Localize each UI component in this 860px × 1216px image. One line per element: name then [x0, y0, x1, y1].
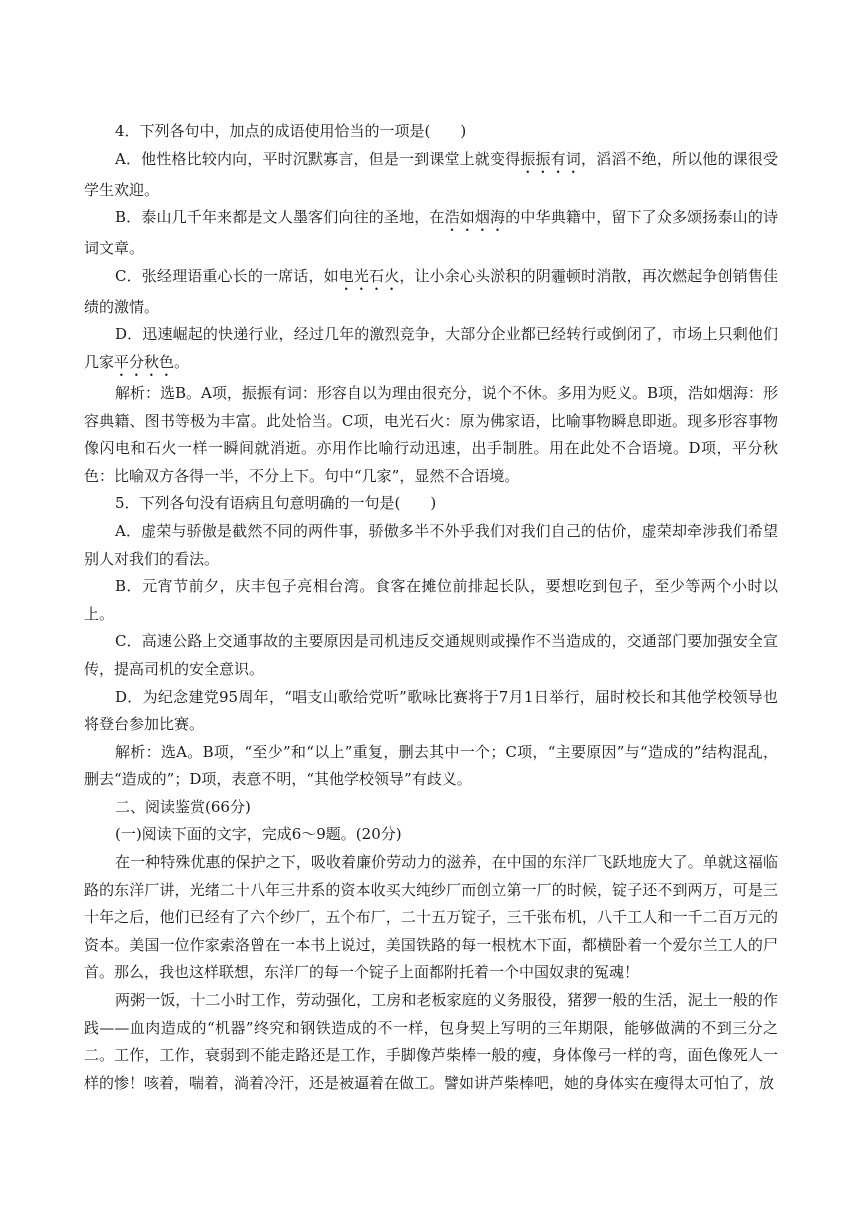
- passage-paragraph: 两粥一饭，十二小时工作，劳动强化，工房和老板家庭的义务服役，猪猡一般的生活，泥土一般的作践——血肉造成的“机器”终究和钢铁造成的不一样，包身契上写明的三年期限，能够做满的不到三分之二。工作，工作，衰弱到不能走路还是工作，手脚像芦柴棒一般的瘦，身体像弓一样的弯，面色像死人一样的惨！咳着，喘着，淌着冷汗，还是被逼着在做工。譬如讲芦柴棒吧，她的身体实在瘦得太可怕了，放: [84, 991, 778, 1092]
- section-heading: 二、阅读鉴赏(66分): [115, 797, 251, 816]
- dotted-idiom: 平分秋色: [114, 352, 175, 371]
- question-5-analysis: 解析：选A。B项，“至少”和“以上”重复，删去其中一个；C项，“主要原因”与“造成的”结构混乱，删去“造成的”；D项，表意不明，“其他学校领导”有歧义。: [84, 742, 778, 789]
- question-5-option-b: B．元宵节前夕，庆丰包子亮相台湾。食客在摊位前排起长队，要想吃到包子，至少等两个小时以上。: [84, 577, 778, 623]
- section-subheading: (一)阅读下面的文字，完成6～9题。(20分): [115, 825, 402, 844]
- question-4-option-d: [84, 321, 778, 380]
- question-5-stem: 5．下列各句没有语病且句意明确的一句是( ): [115, 494, 437, 513]
- question-4-option-a: [84, 146, 778, 205]
- question-4-analysis: 解析：选B。A项，振振有词：形容自以为理由很充分，说个不休。多用为贬义。B项，浩如烟海：形容典籍、图书等极为丰富。此处恰当。C项，电光石火：原为佛家语，比喻事物瞬息即逝。现多形容事物像闪电和石火一样一瞬间就消逝。亦用作比喻行动迅速，出手制胜。用在此处不合语境。D项，平分秋色：比喻双方各得一半，不分上下。句中“几家”，显然不合语境。: [84, 383, 778, 485]
- question-5-option-a: A．虚荣与骄傲是截然不同的两件事，骄傲多半不外乎我们对我们自己的估价，虚荣却牵涉我们希望别人对我们的看法。: [84, 521, 778, 568]
- document-body: [84, 118, 778, 1097]
- option-text: D．迅速崛起的快递行业，经过几年的激烈竞争，大部分企业都已经转行或倒闭了，市场上只剩他们几家: [84, 325, 778, 371]
- dotted-idiom: 电光石火: [338, 266, 400, 285]
- question-5-option-d: D．为纪念建党95周年，“唱支山歌给党听”歌咏比赛将于7月1日举行，届时校长和其他学校领导也将登台参加比赛。: [84, 687, 778, 734]
- dotted-idiom: 浩如烟海: [444, 208, 506, 227]
- question-4-stem: 4．下列各句中，加点的成语使用恰当的一项是( ): [115, 122, 467, 140]
- option-text: B．泰山几千年来都是文人墨客们向往的圣地，在: [115, 208, 445, 227]
- option-text: 的中华典籍中，留下了众多颂扬泰山的诗词文章。: [84, 208, 778, 258]
- option-text: 。: [174, 352, 190, 371]
- dotted-idiom: 振振有词: [520, 149, 581, 168]
- option-text: A．他性格比较内向，平时沉默寡言，但是一到课堂上就变得: [115, 149, 521, 168]
- question-4-option-c: [84, 263, 778, 322]
- option-text: ，让小余心头淤积的阴霾顿时消散，再次燃起争创销售佳绩的激情。: [84, 266, 778, 316]
- option-text: ，滔滔不绝，所以他的课很受学生欢迎。: [84, 149, 778, 199]
- passage-paragraph: 在一种特殊优惠的保护之下，吸收着廉价劳动力的滋养，在中国的东洋厂飞跃地庞大了。单就这福临路的东洋厂讲，光绪二十八年三井系的资本收买大纯纱厂而创立第一厂的时候，锭子还不到两万，可是三十年之后，他们已经有了六个纱厂，五个布厂，二十五万锭子，三千张布机，八千工人和一千二百万元的资本。美国一位作家索洛曾在一本书上说过，美国铁路的每一根枕木下面，都横卧着一个爱尔兰工人的尸首。那么，我也这样联想，东洋厂的每一个锭子上面都附托着一个中国奴隶的冤魂！: [84, 853, 778, 982]
- option-text: C．张经理语重心长的一席话，如: [115, 266, 339, 285]
- question-5-option-c: C．高速公路上交通事故的主要原因是司机违反交通规则或操作不当造成的，交通部门要加强安全宣传，提高司机的安全意识。: [84, 632, 778, 678]
- question-4-option-b: [84, 204, 778, 263]
